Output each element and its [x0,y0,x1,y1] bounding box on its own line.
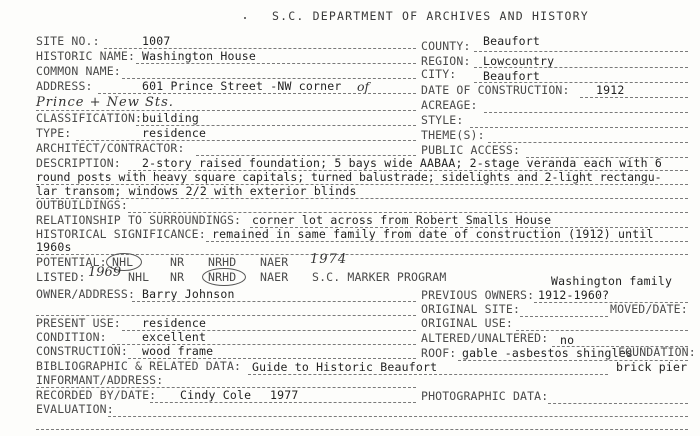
present-use-value: residence [142,316,207,330]
relationship-label: RELATIONSHIP TO SURROUNDINGS: [36,213,242,227]
construction-label: CONSTRUCTION: [36,344,128,358]
rule [36,429,688,430]
rule [136,63,416,64]
rule [248,374,608,375]
photographic-label: PHOTOGRAPHIC DATA: [421,389,549,403]
county-value: Beaufort [483,34,540,48]
rule [206,241,688,242]
previous-owners-label: PREVIOUS OWNERS: [421,288,535,302]
relationship-value: corner lot across from Robert Smalls House [252,213,552,227]
listed-nhl: NHL [128,270,150,284]
condition-label: CONDITION: [36,330,107,344]
outbuildings-label: OUTBUILDINGS: [36,198,128,212]
style-label: STYLE: [421,113,464,127]
region-label: REGION: [421,54,471,68]
common-name-label: COMMON NAME: [36,64,121,78]
bibliographic-label: BIBLIOGRAPHIC & RELATED DATA: [36,359,242,373]
type-label: TYPE: [36,126,72,140]
significance-line-1: remained in same family from date of construction (1912) until [212,227,654,241]
classification-label: CLASSIFICATION: [36,111,143,125]
classification-value: building [142,111,199,125]
date-of-construction-label: DATE OF CONSTRUCTION: [421,83,570,97]
rule [520,316,608,317]
original-use-label: ORIGINAL USE: [421,316,513,330]
address-handwritten-2: Prince + New Sts. [36,95,174,110]
marker-program-label: S.C. MARKER PROGRAM [312,270,447,284]
rule [474,51,688,52]
significance-line-2: 1960s [36,240,72,254]
altered-value: no [560,333,575,347]
rule [132,301,416,302]
city-value: Beaufort [483,69,540,83]
themes-label: THEME(S): [421,128,485,142]
condition-value: excellent [142,330,207,344]
architect-label: ARCHITECT/CONTRACTOR: [36,141,185,155]
description-line-3: lar transom; windows 2/2 with exterior blinds [36,184,357,198]
potential-handwritten-year: 1974 [310,252,348,267]
present-use-label: PRESENT USE: [36,316,121,330]
rule [474,67,688,68]
potential-label: POTENTIAL: [36,255,107,269]
previous-owners-value: 1912-1960? [538,288,610,302]
significance-label: HISTORICAL SIGNIFICANCE: [36,227,206,241]
informant-label: INFORMANT/ADDRESS: [36,373,164,387]
historic-name-label: HISTORIC NAME: [36,49,136,63]
historic-name-value: Washington House [142,49,256,63]
rule [580,97,688,98]
listed-nr: NR [170,270,185,284]
foundation-label: FOUNDATION: [618,345,696,359]
listed-handwritten-year: 1969 [88,265,122,280]
moved-date-label: MOVED/DATE: [610,302,688,316]
county-label: COUNTY: [421,39,471,53]
construction-value: wood frame [142,344,214,358]
card-title: S.C. DEPARTMENT OF ARCHIVES AND HISTORY [272,9,589,23]
owner-value: Barry Johnson [142,287,235,301]
owner-label: OWNER/ADDRESS: [36,287,136,301]
roof-label: ROOF: [421,346,457,360]
description-label: DESCRIPTION: [36,156,121,170]
site-no-value: 1007 [142,34,171,48]
date-of-construction-value: 1912 [596,83,625,97]
rule [150,402,416,403]
description-line-1: 2-story raised foundation; 5 bays wide AABAA; 2-stage veranda each with 6 [142,156,663,170]
type-value: residence [142,126,207,140]
original-site-label: ORIGINAL SITE: [421,302,521,316]
previous-owners-value-top: Washington family [551,274,673,288]
potential-nhl: NHL [112,255,134,269]
listed-label: LISTED: [36,270,86,284]
rule [36,198,688,199]
roof-value: gable -asbestos shingles [462,346,633,360]
rule [108,416,688,417]
evaluation-label: EVALUATION: [36,402,114,416]
listed-nrhd-circle [202,268,246,286]
rule [98,93,416,94]
potential-nr: NR [170,255,185,269]
recorded-year: 1977 [270,388,299,402]
recorded-value: Cindy Cole [180,388,252,402]
public-access-label: PUBLIC ACCESS: [421,143,521,157]
address-label: ADDRESS: [36,79,93,93]
foundation-value: brick pier [616,360,688,374]
listed-naer: NAER [260,270,289,284]
potential-naer: NAER [260,255,289,269]
potential-nrhd: NRHD [208,255,237,269]
address-handwritten-1: of [357,79,370,94]
listed-nrhd: NRHD [208,270,237,284]
site-no-label: SITE NO.: [36,34,100,48]
rule [470,127,688,128]
acreage-label: ACREAGE: [421,98,478,112]
punch-dot [244,17,246,19]
recorded-label: RECORDED BY/DATE: [36,388,157,402]
region-value: Lowcountry [483,54,555,68]
bibliographic-value: Guide to Historic Beaufort [252,360,438,374]
rule [484,112,688,113]
address-value: 601 Prince Street -NW corner [142,79,342,93]
rule [548,403,688,404]
city-label: CITY: [421,67,457,81]
altered-label: ALTERED/UNALTERED: [421,331,549,345]
description-line-2: round posts with heavy square capitals; turned balustrade; sidelights and 2-light rectangu- [36,170,662,184]
